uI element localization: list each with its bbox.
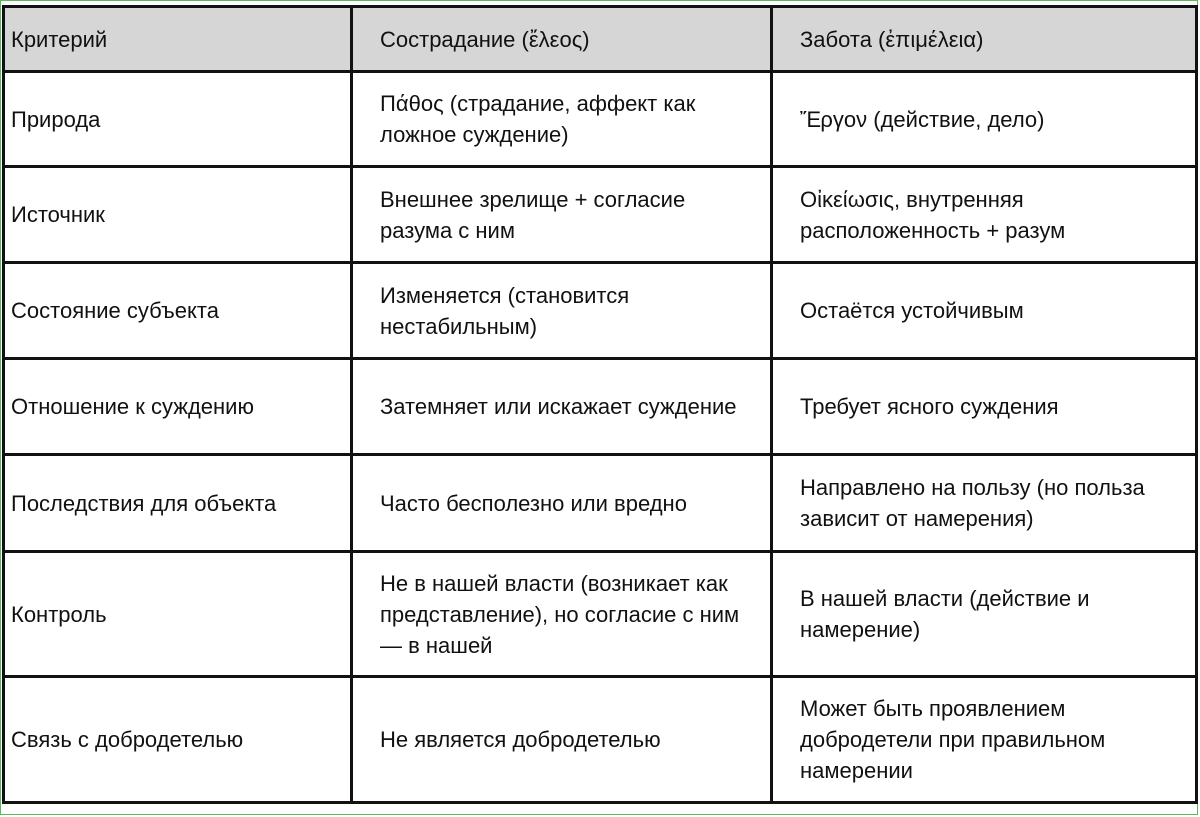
cell-criterion: Источник <box>4 167 352 263</box>
cell-criterion: Последствия для объекта <box>4 455 352 552</box>
cell-compassion: Часто бесполезно или вредно <box>352 455 772 552</box>
table-row <box>4 359 1197 455</box>
cell-criterion: Отношение к суждению <box>4 359 352 455</box>
table-row <box>4 167 1197 263</box>
table-row <box>4 455 1197 552</box>
cell-criterion: Природа <box>4 72 352 167</box>
table-row <box>4 263 1197 359</box>
cell-compassion: Изменяется (становится нестабильным) <box>352 263 772 359</box>
cell-care: Направлено на пользу (но польза зависит от намерения) <box>772 455 1197 552</box>
cell-care: Требует ясного суждения <box>772 359 1197 455</box>
cell-criterion: Состояние субъекта <box>4 263 352 359</box>
cell-compassion: Внешнее зрелище + согласие разума с ним <box>352 167 772 263</box>
cell-criterion: Контроль <box>4 552 352 677</box>
cell-compassion: Не в нашей власти (возникает как представление), но согласие с ним — в нашей <box>352 552 772 677</box>
header-row <box>4 7 1197 72</box>
header-criterion: Критерий <box>4 7 352 72</box>
cell-compassion: Не является добродетелью <box>352 677 772 803</box>
cell-compassion: Затемняет или искажает суждение <box>352 359 772 455</box>
table-row <box>4 677 1197 803</box>
table-row <box>4 72 1197 167</box>
cell-care: В нашей власти (действие и намерение) <box>772 552 1197 677</box>
cell-care: Остаётся устойчивым <box>772 263 1197 359</box>
table-row <box>4 552 1197 677</box>
comparison-table <box>2 5 1198 804</box>
cell-care: Οἰκείωσις, внутренняя расположенность + разум <box>772 167 1197 263</box>
cell-criterion: Связь с добродетелью <box>4 677 352 803</box>
cell-care: Может быть проявлением добродетели при правильном намерении <box>772 677 1197 803</box>
cell-care: Ἔργον (действие, дело) <box>772 72 1197 167</box>
cell-compassion: Πάθος (страдание, аффект как ложное суждение) <box>352 72 772 167</box>
header-compassion: Сострадание (ἔλεος) <box>352 7 772 72</box>
header-care: Забота (ἐπιμέλεια) <box>772 7 1197 72</box>
